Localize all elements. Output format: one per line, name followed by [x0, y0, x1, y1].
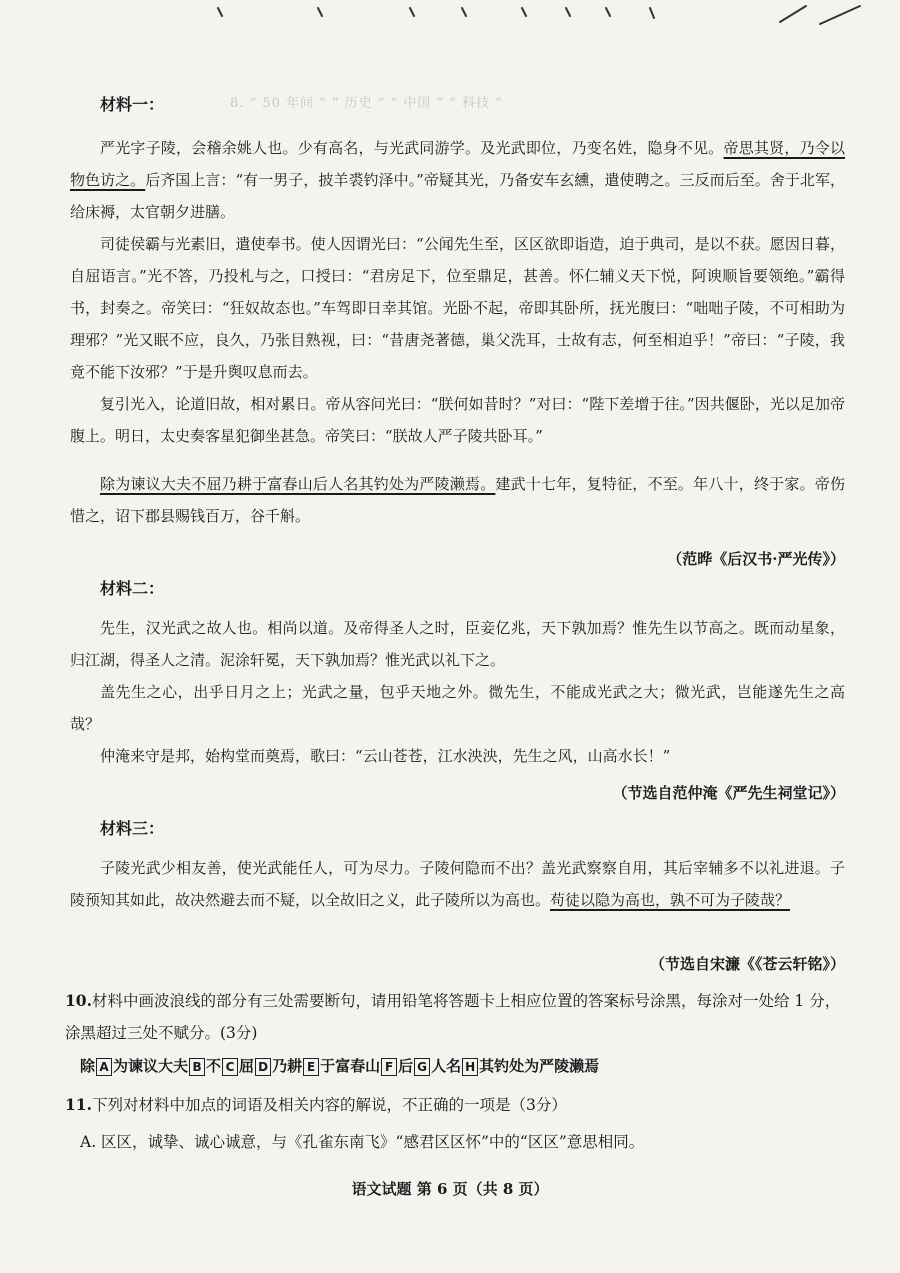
underlined-sentence-3: 苟徒以隐为高也，孰不可为子陵哉？ [550, 891, 791, 909]
page-footer: 语文试题 第 6 页（共 8 页） [351, 1180, 549, 1198]
para-1-text-a: 严光字子陵，会稽余姚人也。少有高名，与光武同游学。及光武即位，乃变名姓，隐身不见。 [100, 139, 724, 157]
question-11 [65, 1089, 855, 1121]
material-2-para-2: 盖先生之心，出乎日月之上；光武之量，包乎天地之外。微先生，不能成光武之大；微光武，岂能遂先生之高哉？ [70, 683, 845, 733]
material-1-para-4 [70, 468, 845, 532]
underlined-sentence-1: 帝思其贤，乃令以物色访之。 [70, 139, 845, 189]
para-1-text-b: 后齐国上言：“有一男子，披羊裘钓泽中。”帝疑其光，乃备安车玄纁，遣使聘之。三反而后至。舍于北军，给床褥，太官朝夕进膳。 [70, 171, 845, 221]
answer-box-h[interactable]: H [462, 1058, 478, 1076]
seg-2: 不 [206, 1057, 222, 1075]
answer-box-d[interactable]: D [255, 1058, 271, 1076]
option-a[interactable]: A. 区区，诚挚、诚心诚意，与《孔雀东南飞》“感君区区怀”中的“区区”意思相同。 [80, 1133, 645, 1151]
seg-4: 乃耕 [272, 1057, 303, 1075]
answer-box-b[interactable]: B [189, 1058, 205, 1076]
answer-box-c[interactable]: C [222, 1058, 238, 1076]
seg-7: 人名 [431, 1057, 462, 1075]
answer-box-a[interactable]: A [96, 1058, 112, 1076]
bleed-through-text: 8. “ 50 年间 ” “ 历史 ” “ 中国 ” “ 科技 ” [230, 96, 503, 111]
seg-0: 除 [80, 1057, 96, 1075]
question-10-text: 材料中画波浪线的部分有三处需要断句，请用铅笔将答题卡上相应位置的答案标号涂黑，每涂对一处给 1 分，涂黑超过三处不赋分。(3分) [65, 992, 841, 1042]
seg-5: 于富春山 [320, 1057, 381, 1075]
material-2-para-3: 仲淹来守是邦，始构堂而奠焉，歌曰：“云山苍苍，江水泱泱，先生之风，山高水长！” [100, 747, 671, 765]
wavy-line-sentence: 除为谏议大夫不屈乃耕于富春山后人名其钓处为严陵濑焉。 [100, 475, 496, 493]
material-1-title: 材料一： [100, 95, 165, 114]
material-3-title: 材料三： [100, 819, 165, 838]
material-3-text: 子陵光武少相友善，使光武能任人，可为尽力。子陵何隐而不出？盖光武察察自用，其后宰辅多不以礼进退。子陵预知其如此，故决然避去而不疑，以全故旧之义，此子陵所以为高也。 [70, 859, 845, 909]
material-2-source: （节选自范仲淹《严先生祠堂记》） [612, 784, 845, 802]
answer-box-e[interactable]: E [303, 1058, 319, 1076]
question-10 [65, 985, 855, 1049]
seg-8: 其钓处为严陵濑焉 [479, 1057, 600, 1075]
sentence-with-boxes [80, 1055, 599, 1076]
question-11-number: 11. [65, 1095, 92, 1114]
answer-box-g[interactable]: G [414, 1058, 430, 1076]
material-1-para-1 [70, 132, 845, 228]
material-3-source: （节选自宋濂《《苍云轩铭》） [649, 955, 845, 973]
seg-1: 为谏议大夫 [113, 1057, 189, 1075]
seg-6: 后 [398, 1057, 414, 1075]
seg-3: 屈 [239, 1057, 255, 1075]
question-11-text: 下列对材料中加点的词语及相关内容的解说，不正确的一项是（3分） [91, 1096, 567, 1114]
material-1-para-2: 司徒侯霸与光素旧，遣使奉书。使人因谓光曰：“公闻先生至，区区欲即诣造，迫于典司，是以不获。愿因日暮，自屈语言。”光不答，乃投札与之，口授曰：“君房足下，位至鼎足，甚善。怀仁辅义天下悦，阿谀顺旨要领绝。”霸得书，封奏之。帝笑曰：“狂奴故态也。”车驾即日幸其馆。光卧不起，帝即其卧所，抚光腹曰：“咄咄子陵，不可相助为理邪？”光又眠不应，良久，乃张目熟视，曰：“昔唐尧著德，巢父洗耳，士故有志，何至相迫乎！”帝曰：“子陵，我竟不能下汝邪？”于是升舆叹息而去。 [70, 235, 845, 381]
material-1-source: （范晔《后汉书·严光传》） [667, 550, 845, 568]
scan-edge-marks [0, 2, 900, 26]
material-3-para-1 [70, 852, 845, 916]
material-1-para-3: 复引光入，论道旧故，相对累日。帝从容问光曰：“朕何如昔时？”对曰：“陛下差增于往。”因共偃卧，光以足加帝腹上。明日，太史奏客星犯御坐甚急。帝笑曰：“朕故人严子陵共卧耳。” [70, 395, 845, 445]
material-2-para-1: 先生，汉光武之故人也。相尚以道。及帝得圣人之时，臣妾亿兆，天下孰加焉？惟先生以节高之。既而动星象，归江湖，得圣人之清。泥涂轩冕，天下孰加焉？惟光武以礼下之。 [70, 619, 845, 669]
answer-box-f[interactable]: F [381, 1058, 397, 1076]
para-4-text: 建武十七年，复特征，不至。年八十，终于家。帝伤惜之，诏下郡县赐钱百万，谷千斛。 [70, 475, 845, 525]
material-2-title: 材料二： [100, 579, 165, 598]
question-10-number: 10. [65, 991, 92, 1010]
